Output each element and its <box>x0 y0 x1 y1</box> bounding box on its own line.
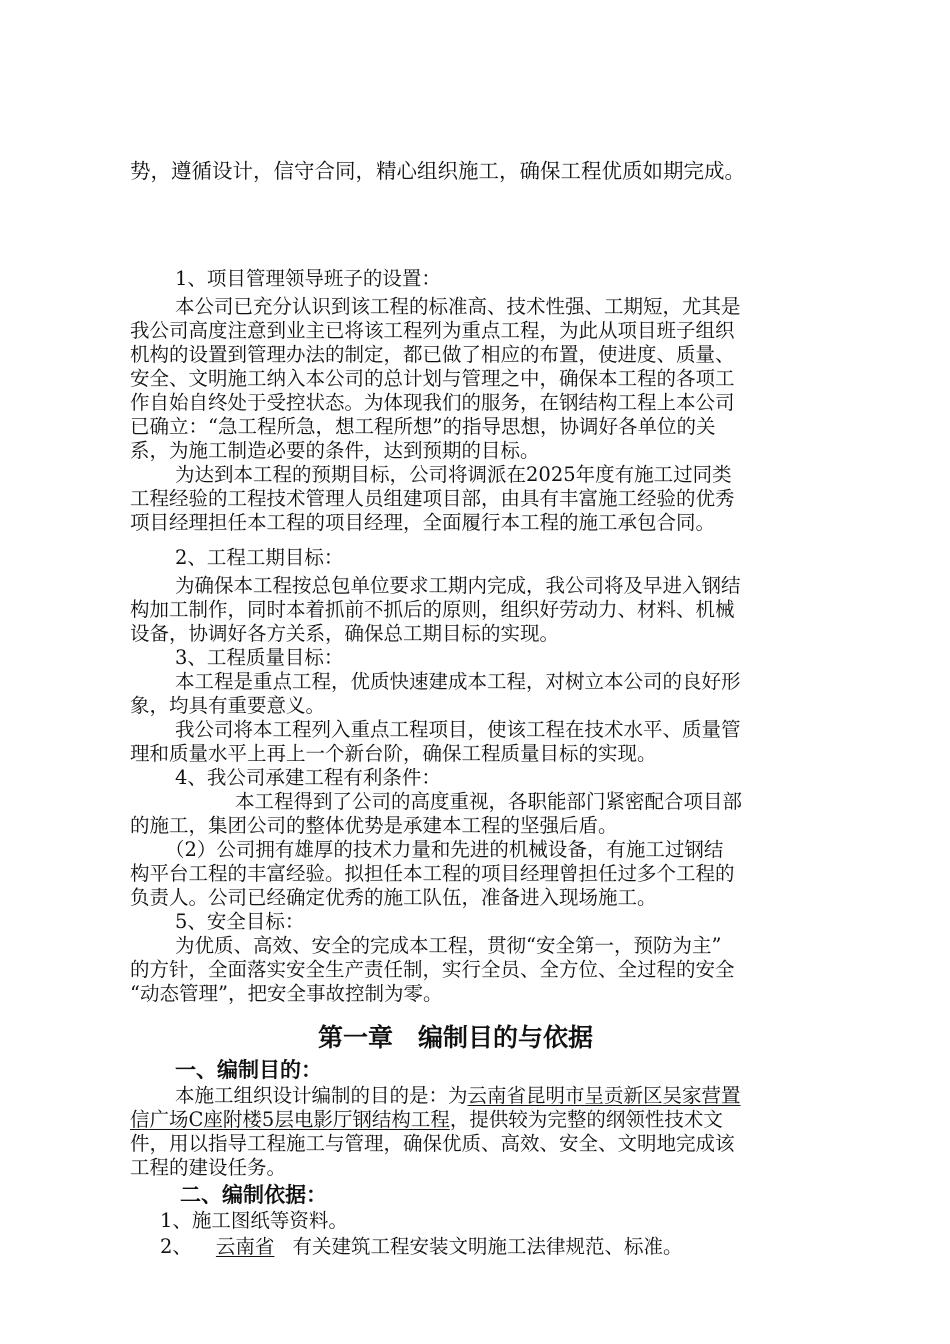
purpose-line-2 <box>130 1109 723 1131</box>
s4-p2-line: 构平台工程的丰富经验。拟担任本工程的项目经理曾担任过多个工程的 <box>130 862 735 885</box>
continuation-line: 势，遵循设计，信守合同，精心组织施工，确保工程优质如期完成。 <box>130 159 745 183</box>
basis-item-2 <box>160 1236 682 1258</box>
purpose-text: 本施工组织设计编制的目的是：为 <box>175 1084 468 1107</box>
s3-p2-line: 理和质量水平上再上一个新台阶，确保工程质量目标的实现。 <box>130 742 657 765</box>
s1-p1-line: 作自始自终处于受控状态。为体现我们的服务，在钢结构工程上本公司 <box>130 391 735 414</box>
section-2-title: 2、工程工期目标： <box>175 546 344 569</box>
purpose-line-1 <box>175 1085 741 1107</box>
s2-p1-line: 设备，协调好各方关系，确保总工期目标的实现。 <box>130 622 560 645</box>
s1-p1-line: 安全、文明施工纳入本公司的总计划与管理之中，确保本工程的各项工 <box>130 367 735 390</box>
section-purpose-title: 一、编制目的： <box>175 1058 322 1082</box>
s3-p1-line: 象，均具有重要意义。 <box>130 694 326 717</box>
s4-p1-line: 的施工，集团公司的整体优势是承建本工程的坚强后盾。 <box>130 814 618 837</box>
s1-p1-line: 机构的设置到管理办法的制定，都已做了相应的布置，使进度、质量、 <box>130 343 735 366</box>
province-name: 云南省 <box>215 1235 275 1258</box>
section-basis-title: 二、编制依据： <box>180 1183 327 1207</box>
project-name-part-2: 信广场C座附楼5层电影厅钢结构工程 <box>130 1108 450 1131</box>
basis-item-text: 有关建筑工程安装文明施工法律规范、标准。 <box>292 1235 683 1258</box>
s4-p1-line: 本工程得到了公司的高度重视，各职能部门紧密配合项目部 <box>235 790 743 813</box>
section-1-title: 1、项目管理领导班子的设置： <box>175 267 441 290</box>
s1-p2-line: 为达到本工程的预期目标，公司将调派在2025年度有施工过同类 <box>175 463 732 486</box>
s4-p2-line: 负责人。公司已经确定优秀的施工队伍，准备进入现场施工。 <box>130 886 657 909</box>
s1-p1-line: 我公司高度注意到业主已将该工程列为重点工程，为此从项目班子组织 <box>130 319 735 342</box>
s5-p1-line: 的方针，全面落实安全生产责任制，实行全员、全方位、全过程的安全 <box>130 958 735 981</box>
basis-item-number: 2、 <box>160 1235 192 1258</box>
s2-p1-line: 为确保本工程按总包单位要求工期内完成，我公司将及早进入钢结 <box>175 574 741 597</box>
project-name-part-1: 云南省昆明市呈贡新区吴家营置 <box>467 1084 741 1107</box>
s5-p1-line: “动态管理”，把安全事故控制为零。 <box>130 982 443 1005</box>
s1-p1-line: 已确立：“急工程所急，想工程所想”的指导思想，协调好各单位的关 <box>130 415 716 438</box>
purpose-text: ，提供较为完整的纲领性技术文 <box>449 1108 723 1131</box>
s1-p2-line: 工程经验的工程技术管理人员组建项目部，由具有丰富施工经验的优秀 <box>130 487 735 510</box>
chapter-title: 第一章 编制目的与依据 <box>318 1023 594 1052</box>
s5-p1-line: 为优质、高效、安全的完成本工程，贯彻“安全第一，预防为主” <box>175 934 722 957</box>
s2-p1-line: 构加工制作，同时本着抓前不抓后的原则，组织好劳动力、材料、机械 <box>130 598 735 621</box>
s1-p1-line: 本公司已充分认识到该工程的标准高、技术性强、工期短，尤其是 <box>175 295 741 318</box>
s1-p1-line: 系，为施工制造必要的条件，达到预期的目标。 <box>130 439 540 462</box>
purpose-line-3: 件，用以指导工程施工与管理，确保优质、高效、安全、文明地完成该 <box>130 1132 735 1155</box>
purpose-line-4: 工程的建设任务。 <box>130 1156 287 1179</box>
s1-p2-line: 项目经理担任本工程的项目经理，全面履行本工程的施工承包合同。 <box>130 511 716 534</box>
section-4-title: 4、我公司承建工程有利条件： <box>175 766 441 789</box>
section-5-title: 5、安全目标： <box>175 910 305 933</box>
s3-p2-line: 我公司将本工程列入重点工程项目，使该工程在技术水平、质量管 <box>175 718 741 741</box>
s3-p1-line: 本工程是重点工程，优质快速建成本工程，对树立本公司的良好形 <box>175 670 741 693</box>
section-3-title: 3、工程质量目标： <box>175 646 344 669</box>
s4-p2-line: （2）公司拥有雄厚的技术力量和先进的机械设备，有施工过钢结 <box>165 838 724 861</box>
basis-item-1: 1、施工图纸等资料。 <box>160 1209 348 1232</box>
